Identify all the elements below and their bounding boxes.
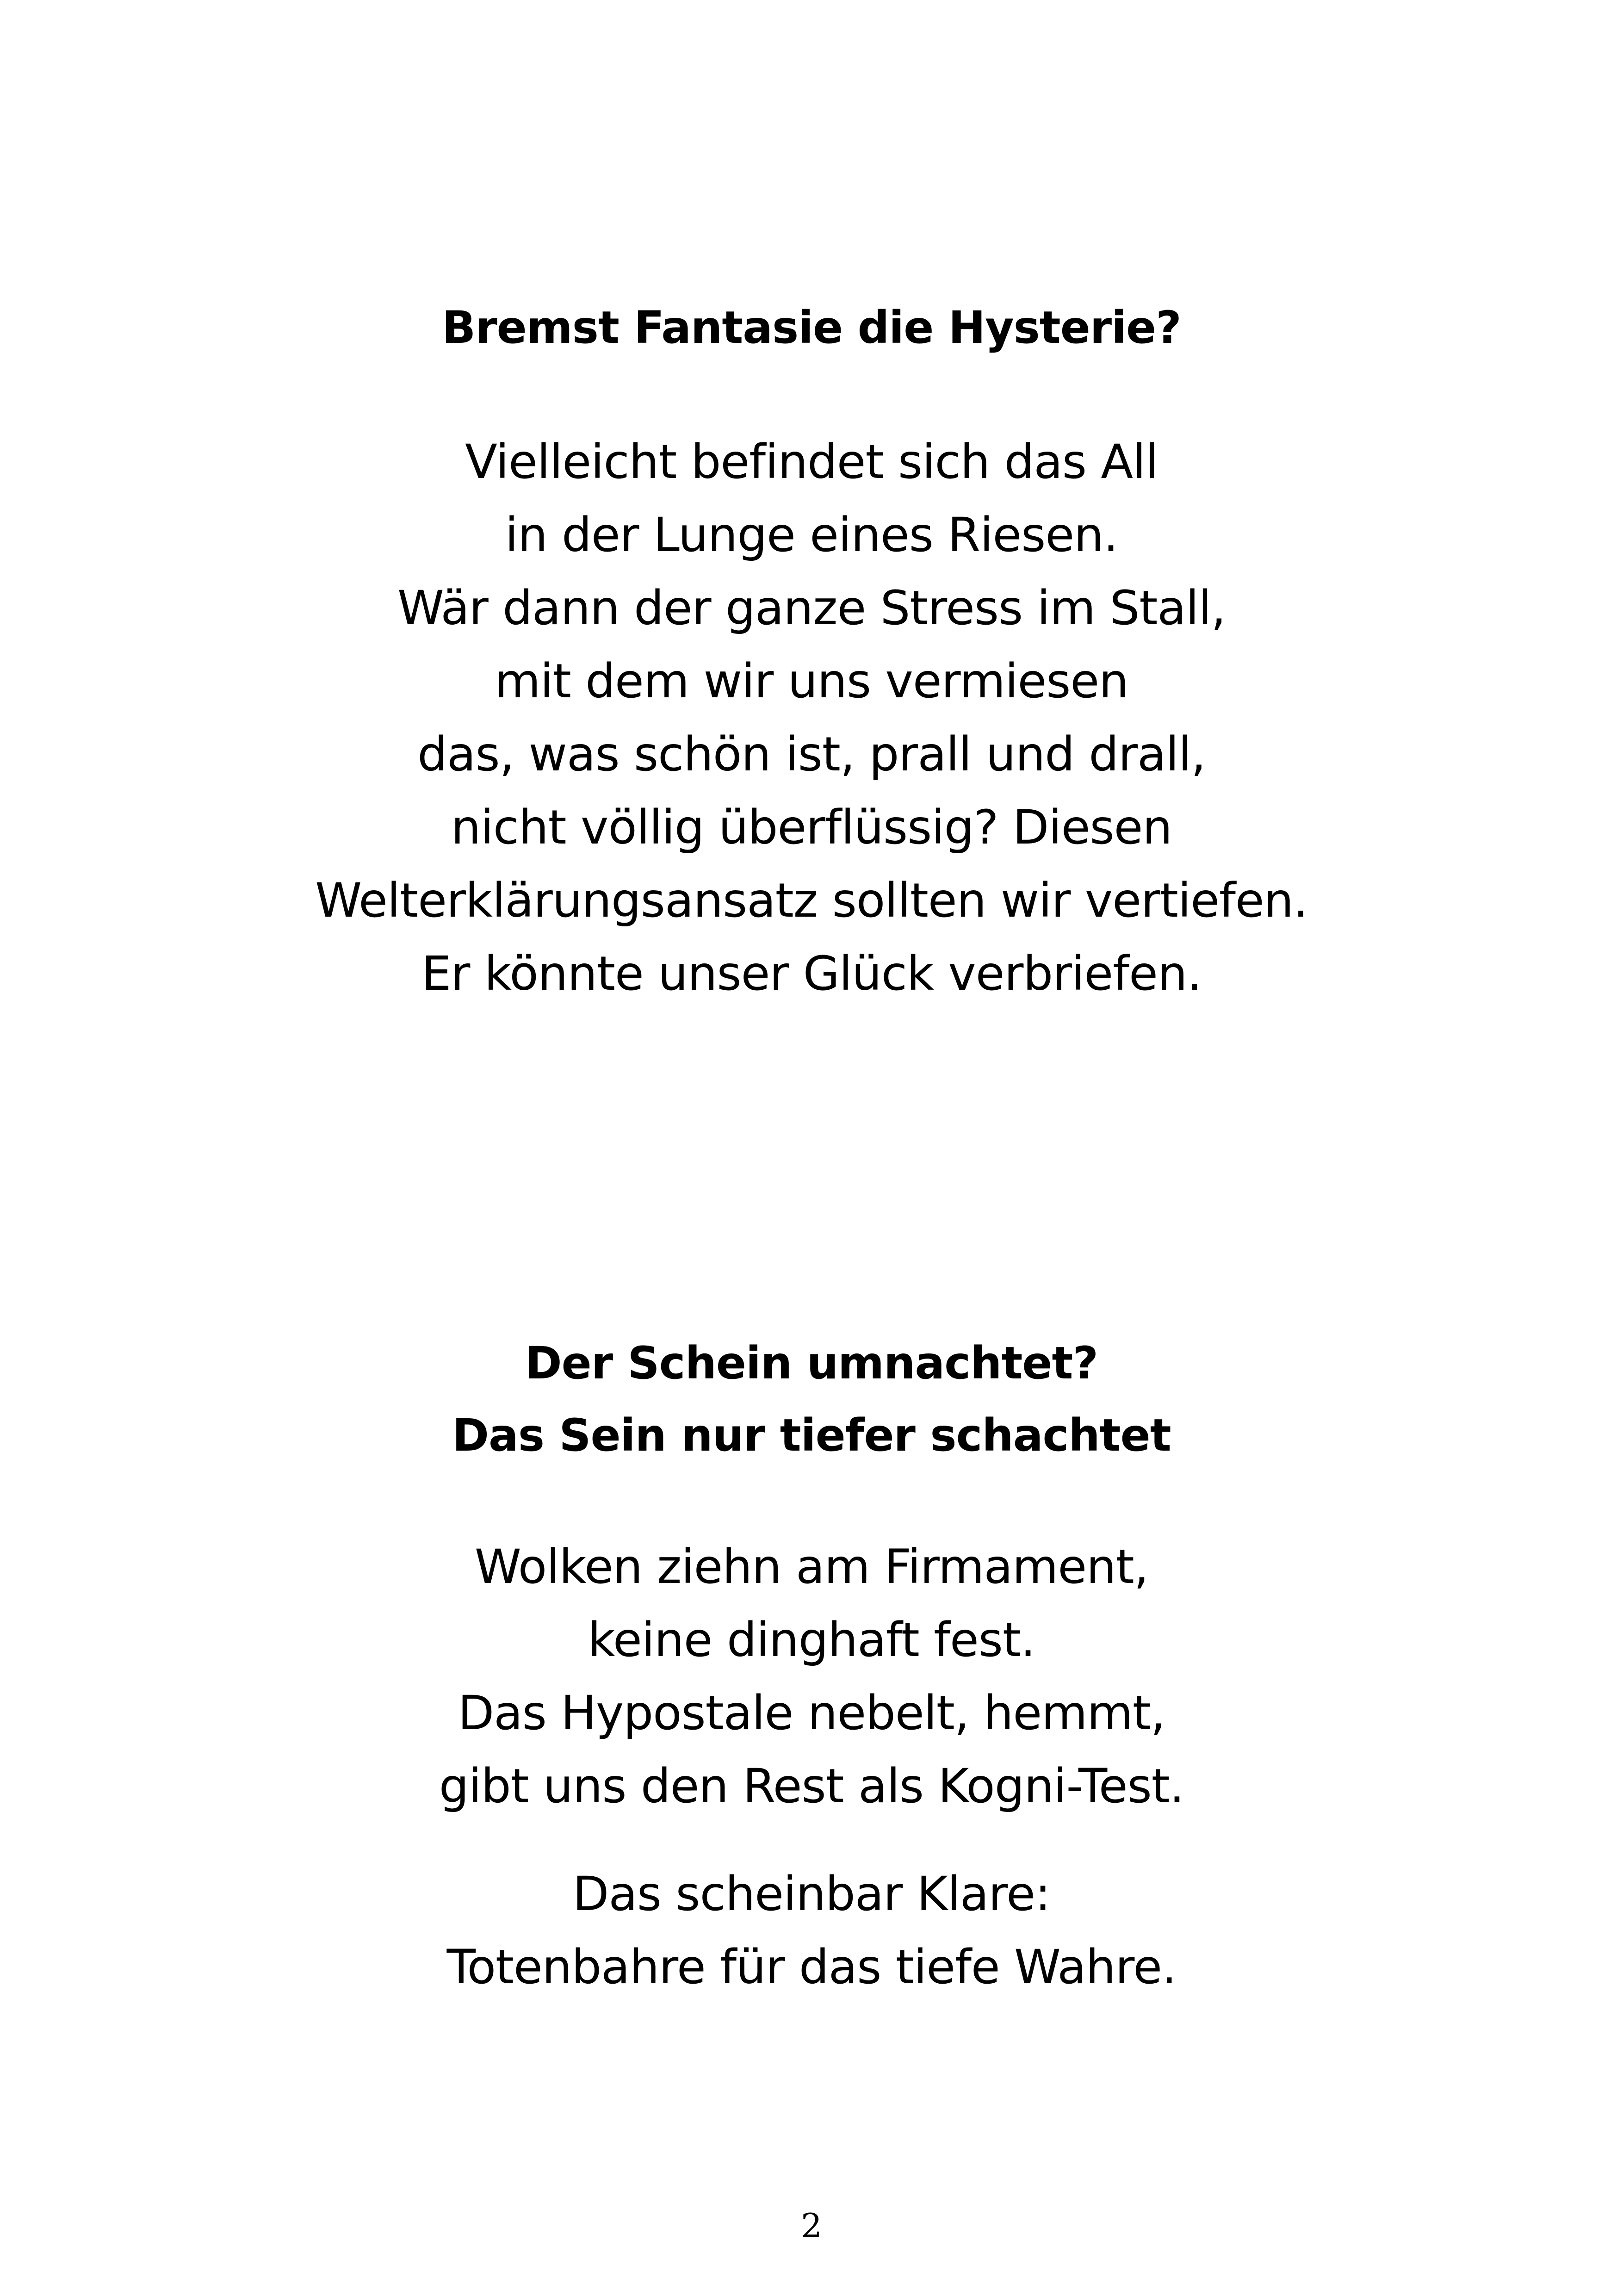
poem-line: Welterklärungsansatz sollten wir vertiefen. [315, 873, 1308, 928]
poem-line: Totenbahre für das tiefe Wahre. [446, 1940, 1177, 1995]
poem-line: gibt uns den Rest als Kogni-Test. [439, 1759, 1184, 1814]
poem-line: Wär dann der ganze Stress im Stall, [397, 581, 1226, 636]
poem-line: Wolken ziehn am Firmament, [474, 1539, 1149, 1595]
poem-title-line: Bremst Fantasie die Hysterie? [442, 302, 1181, 354]
poem-line: nicht völlig überflüssig? Diesen [451, 800, 1172, 855]
poem-line: in der Lunge eines Riesen. [505, 508, 1118, 563]
poem-line: mit dem wir uns vermiesen [495, 654, 1128, 709]
poem-stanza [0, 426, 1623, 1011]
poem-title-line: Das Sein nur tiefer schachtet [452, 1409, 1171, 1461]
poem-line: Vielleicht befindet sich das All [465, 434, 1158, 490]
poem-line: keine dinghaft fest. [588, 1613, 1035, 1668]
poem-stanza [0, 1531, 1623, 1823]
poem-line: Er könnte unser Glück verbriefen. [421, 946, 1202, 1001]
page-number: 2 [801, 2206, 822, 2245]
poem-title [0, 292, 1623, 364]
poem-line: das, was schön ist, prall und drall, [417, 727, 1206, 782]
poem-title-line: Der Schein umnachtet? [525, 1337, 1098, 1389]
poem-line: Das scheinbar Klare: [572, 1867, 1051, 1922]
poem-stanza [0, 1858, 1623, 2004]
poem-line: Das Hypostale nebelt, hemmt, [458, 1686, 1165, 1741]
poem-title [0, 1327, 1623, 1471]
